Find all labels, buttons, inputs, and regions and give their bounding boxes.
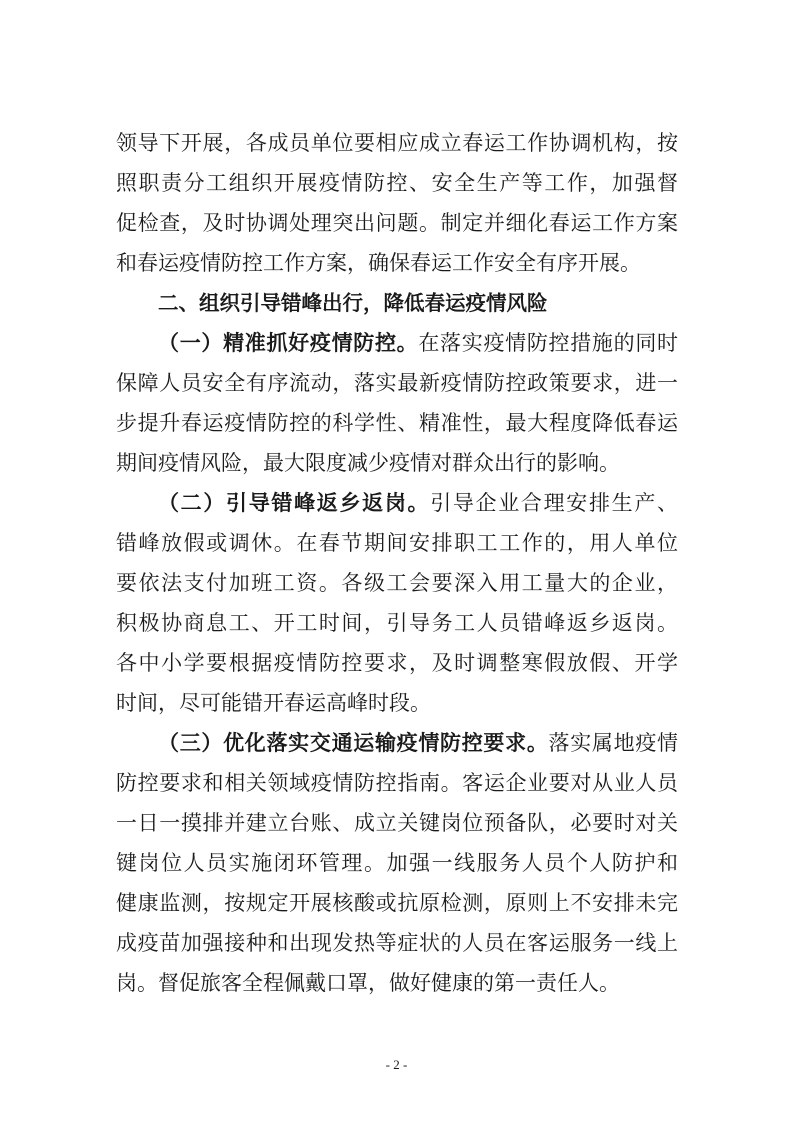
item-2-line-3: 要依法支付加班工资。各级工会要深入用工量大的企业，: [116, 571, 678, 595]
intro-line-1: 领导下开展，各成员单位要相应成立春运工作协调机构，按: [116, 131, 678, 155]
item-2-line-4: 积极协商息工、开工时间，引导务工人员错峰返乡返岗。: [116, 611, 678, 635]
item-1-first-line: [158, 323, 678, 363]
item-1-first-line-text: 在落实疫情防控措施的同时: [418, 331, 679, 355]
item-1-line-4: 期间疫情风险，最大限度减少疫情对群众出行的影响。: [116, 451, 620, 475]
item-2-line-6: 时间，尽可能错开春运高峰时段。: [116, 691, 431, 715]
item-1-line-2: 保障人员安全有序流动，落实最新疫情防控政策要求，进一: [116, 371, 678, 395]
item-3-line-4: 键岗位人员实施闭环管理。加强一线服务人员个人防护和: [116, 851, 678, 875]
item-1-lead: （一）精准抓好疫情防控。: [158, 331, 419, 355]
item-3-line-5: 健康监测，按规定开展核酸或抗原检测，原则上不安排未完: [116, 891, 678, 915]
item-3-line-2: 防控要求和相关领域疫情防控指南。客运企业要对从业人员: [116, 771, 678, 795]
intro-line-4: 和春运疫情防控工作方案，确保春运工作安全有序开展。: [116, 251, 641, 275]
item-2-first-line: [158, 483, 678, 523]
item-2-first-line-text: 引导企业合理安排生产、: [430, 491, 679, 515]
item-1-line-3: 步提升春运疫情防控的科学性、精准性，最大程度降低春运: [116, 411, 678, 435]
intro-line-2: 照职责分工组织开展疫情防控、安全生产等工作，加强督: [116, 171, 678, 195]
item-3-first-line: [158, 723, 678, 763]
item-3-line-6: 成疫苗加强接种和出现发热等症状的人员在客运服务一线上: [116, 931, 678, 955]
page-number: - 2 -: [385, 1057, 408, 1072]
item-3-first-line-text: 落实属地疫情: [548, 731, 679, 755]
item-3-line-7: 岗。督促旅客全程佩戴口罩，做好健康的第一责任人。: [116, 971, 620, 995]
item-2-lead: （二）引导错峰返乡返岗。: [158, 491, 431, 515]
item-3-line-3: 一日一摸排并建立台账、成立关键岗位预备队，必要时对关: [116, 811, 678, 835]
item-2-line-2: 错峰放假或调休。在春节期间安排职工工作的，用人单位: [116, 531, 678, 555]
item-2-line-5: 各中小学要根据疫情防控要求，及时调整寒假放假、开学: [116, 651, 678, 675]
intro-line-3: 促检查，及时协调处理突出问题。制定并细化春运工作方案: [116, 211, 678, 235]
item-3-lead: （三）优化落实交通运输疫情防控要求。: [158, 731, 549, 755]
section-heading: 二、组织引导错峰出行，降低春运疫情风险: [158, 291, 548, 315]
